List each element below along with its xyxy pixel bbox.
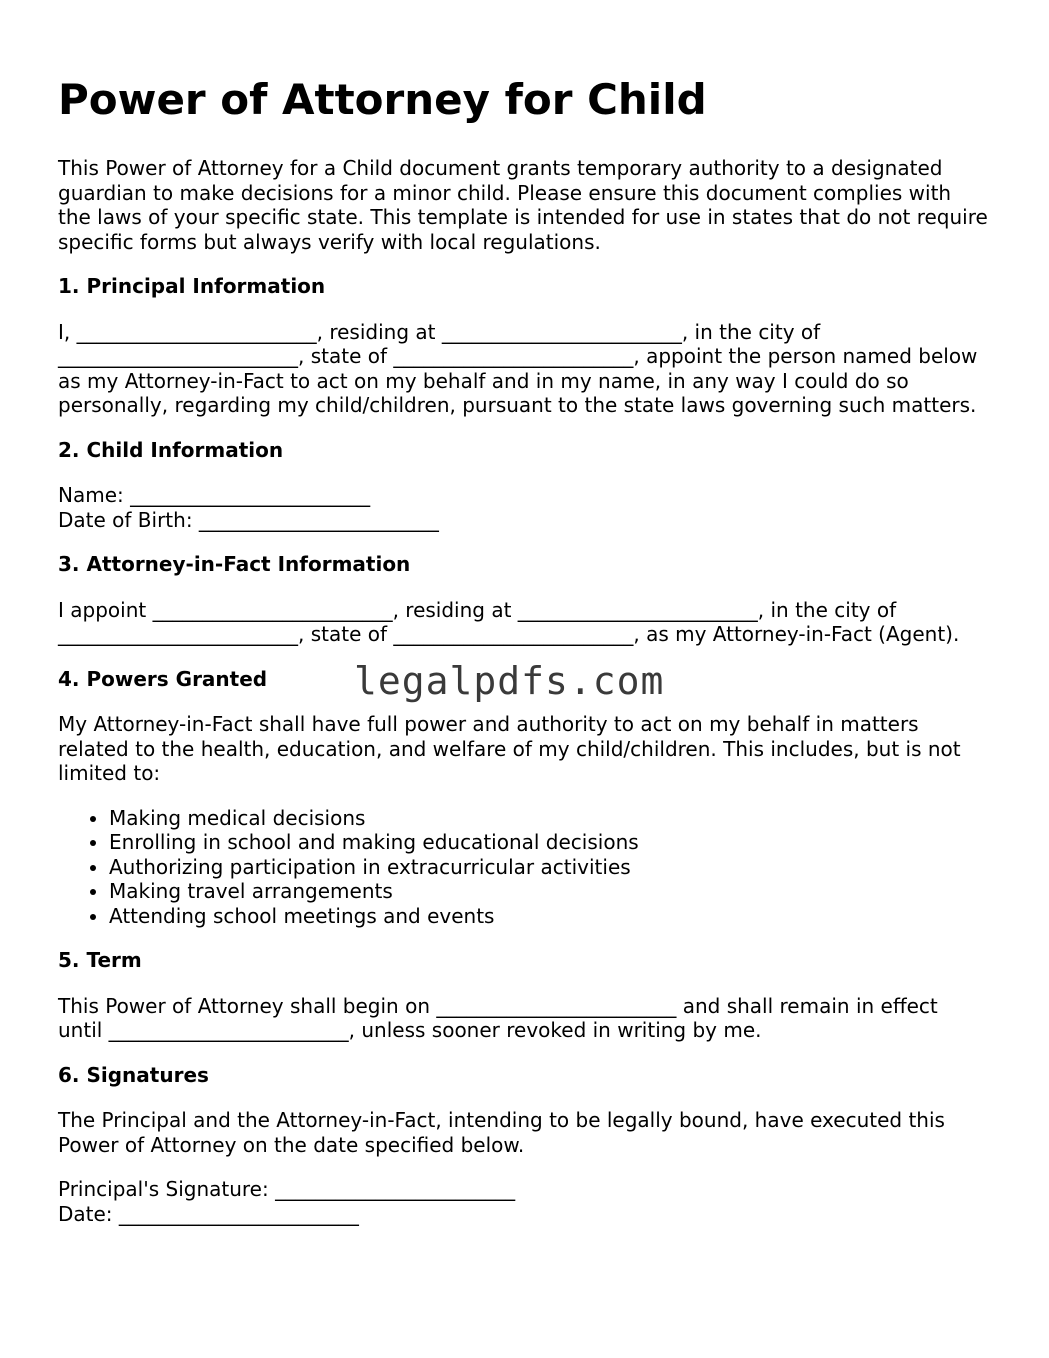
signature-block [58, 1177, 988, 1226]
list-item: • Attending school meetings and events [109, 904, 988, 929]
child-name-line: Name: ________________________ [58, 483, 371, 507]
watermark-text: legalpdfs.com [354, 659, 665, 703]
document-title: Power of Attorney for Child [58, 75, 707, 124]
list-item: • Making travel arrangements [109, 879, 988, 904]
powers-list [58, 806, 988, 929]
section-heading-attorney: 3. Attorney-in-Fact Information [58, 552, 411, 576]
signatures-paragraph: The Principal and the Attorney-in-Fact, intending to be legally bound, have executed this Power of Attorney on the date specified below. [58, 1108, 945, 1157]
section-heading-term: 5. Term [58, 948, 142, 972]
list-item: • Authorizing participation in extracurricular activities [109, 855, 988, 880]
child-info-block [58, 483, 988, 532]
child-dob-line: Date of Birth: ________________________ [58, 507, 439, 532]
section-heading-principal: 1. Principal Information [58, 274, 326, 298]
section-heading-child: 2. Child Information [58, 437, 284, 462]
principal-signature-line: Principal's Signature: ________________________ [58, 1177, 516, 1201]
list-item: • Enrolling in school and making educational decisions [109, 830, 988, 855]
section-heading-signatures: 6. Signatures [58, 1062, 209, 1087]
principal-paragraph: I, ________________________, residing at ________________________, in the city of ________________________, state of ________________________, appoint the person named below as my Attorney-in-Fact to act on my behalf and in my name, in any way I could do so personally, regarding my child/children, pursuant to the state laws governing such matters. [58, 319, 978, 417]
term-paragraph: This Power of Attorney shall begin on ________________________ and shall remain in effect until ________________________, unless sooner revoked in writing by me. [58, 993, 938, 1042]
powers-paragraph: My Attorney-in-Fact shall have full power and authority to act on my behalf in matters related to the health, education, and welfare of my child/children. This includes, but is not limited to: [58, 712, 961, 785]
attorney-paragraph: I appoint ________________________, residing at ________________________, in the city of ________________________, state of ________________________, as my Attorney-in-Fact (Agent). [58, 597, 960, 646]
section-heading-powers: 4. Powers Granted [58, 666, 268, 691]
list-item: • Making medical decisions [109, 806, 988, 831]
signature-date-line: Date: ________________________ [58, 1201, 359, 1226]
intro-paragraph: This Power of Attorney for a Child document grants temporary authority to a designated guardian to make decisions for a minor child. Please ensure this document complies with the laws of your specific state. This template is intended for use in states that do not require specific forms but always verify with local regulations. [58, 156, 988, 254]
